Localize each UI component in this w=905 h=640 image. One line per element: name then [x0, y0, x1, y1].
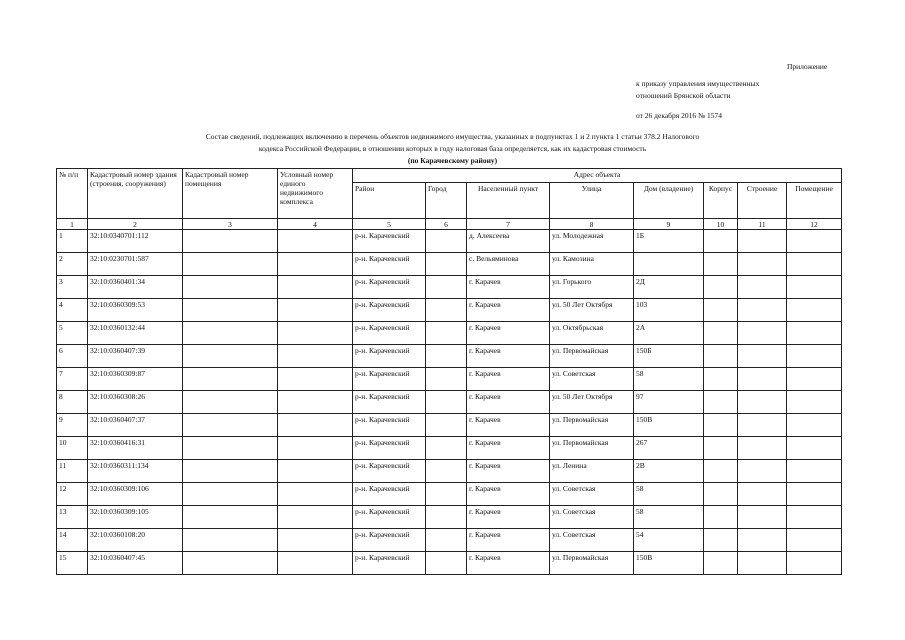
- cadastral-premises-cell: [183, 276, 278, 299]
- cadastral-building-cell: 32:10:0360309:53: [88, 299, 183, 322]
- column-number-cell: 1: [57, 219, 88, 230]
- column-number-cell: 2: [88, 219, 183, 230]
- street-cell: ул. Советская: [550, 483, 634, 506]
- row-number: 6: [57, 345, 88, 368]
- column-number-cell: 12: [787, 219, 842, 230]
- korpus-cell: [704, 253, 738, 276]
- locality-cell: г. Карачев: [467, 483, 550, 506]
- building-cell: [738, 414, 787, 437]
- col-header-street: Улица: [550, 183, 634, 219]
- conditional-number-cell: [278, 529, 353, 552]
- city-cell: [426, 345, 467, 368]
- house-cell: [634, 253, 704, 276]
- col-header-city: Город: [426, 183, 467, 219]
- conditional-number-cell: [278, 253, 353, 276]
- locality-cell: г. Карачев: [467, 552, 550, 575]
- table-row: [57, 230, 842, 253]
- conditional-number-cell: [278, 368, 353, 391]
- street-cell: ул. 50 Лет Октября: [550, 299, 634, 322]
- korpus-cell: [704, 414, 738, 437]
- house-cell: 150Б: [634, 345, 704, 368]
- district-cell: р-н. Карачевский: [353, 322, 426, 345]
- table-row: [57, 483, 842, 506]
- house-cell: 1Б: [634, 230, 704, 253]
- street-cell: ул. Первомайская: [550, 414, 634, 437]
- district-cell: р-н. Карачевский: [353, 529, 426, 552]
- building-cell: [738, 299, 787, 322]
- district-cell: р-н. Карачевский: [353, 230, 426, 253]
- row-number: 3: [57, 276, 88, 299]
- city-cell: [426, 437, 467, 460]
- cadastral-premises-cell: [183, 437, 278, 460]
- district-cell: р-н. Карачевский: [353, 368, 426, 391]
- room-cell: [787, 437, 842, 460]
- house-cell: 150В: [634, 414, 704, 437]
- street-cell: ул. Молодежная: [550, 230, 634, 253]
- korpus-cell: [704, 345, 738, 368]
- street-cell: ул. 50 Лет Октября: [550, 391, 634, 414]
- room-cell: [787, 276, 842, 299]
- street-cell: ул. Октябрьская: [550, 322, 634, 345]
- locality-cell: г. Карачев: [467, 506, 550, 529]
- korpus-cell: [704, 322, 738, 345]
- conditional-number-cell: [278, 322, 353, 345]
- building-cell: [738, 483, 787, 506]
- conditional-number-cell: [278, 506, 353, 529]
- col-header-conditional-number: Условный номер единого недвижимого комплекса: [278, 169, 353, 219]
- order-reference-line: к приказу управления имущественных: [636, 79, 760, 88]
- city-cell: [426, 230, 467, 253]
- col-header-address-group: Адрес объекта: [353, 169, 842, 183]
- locality-cell: г. Карачев: [467, 345, 550, 368]
- cadastral-premises-cell: [183, 368, 278, 391]
- locality-cell: г. Карачев: [467, 299, 550, 322]
- cadastral-building-cell: 32:10:0360309:105: [88, 506, 183, 529]
- district-cell: р-н. Карачевский: [353, 345, 426, 368]
- cadastral-building-cell: 32:10:0360401:34: [88, 276, 183, 299]
- korpus-cell: [704, 506, 738, 529]
- row-number: 1: [57, 230, 88, 253]
- appendix-label: Приложение: [787, 62, 828, 71]
- conditional-number-cell: [278, 230, 353, 253]
- table-row: [57, 506, 842, 529]
- room-cell: [787, 483, 842, 506]
- room-cell: [787, 299, 842, 322]
- house-cell: 2Д: [634, 276, 704, 299]
- column-number-cell: 11: [738, 219, 787, 230]
- korpus-cell: [704, 437, 738, 460]
- room-cell: [787, 322, 842, 345]
- cadastral-building-cell: 32:10:0360311:134: [88, 460, 183, 483]
- city-cell: [426, 276, 467, 299]
- district-cell: р-н. Карачевский: [353, 483, 426, 506]
- district-cell: р-н. Карачевский: [353, 253, 426, 276]
- col-header-cadastral-premises: Кадастровый номер помещения: [183, 169, 278, 219]
- col-header-room: Помещение: [787, 183, 842, 219]
- cadastral-premises-cell: [183, 391, 278, 414]
- building-cell: [738, 345, 787, 368]
- order-date-number: от 26 декабря 2016 № 1574: [636, 111, 722, 120]
- korpus-cell: [704, 460, 738, 483]
- row-number: 2: [57, 253, 88, 276]
- row-number: 4: [57, 299, 88, 322]
- row-number: 9: [57, 414, 88, 437]
- locality-cell: д. Алексеева: [467, 230, 550, 253]
- korpus-cell: [704, 483, 738, 506]
- row-number: 7: [57, 368, 88, 391]
- building-cell: [738, 391, 787, 414]
- column-number-cell: 3: [183, 219, 278, 230]
- building-cell: [738, 322, 787, 345]
- city-cell: [426, 253, 467, 276]
- house-cell: 267: [634, 437, 704, 460]
- conditional-number-cell: [278, 345, 353, 368]
- column-number-cell: 6: [426, 219, 467, 230]
- table-row: [57, 529, 842, 552]
- cadastral-building-cell: 32:10:0360108:20: [88, 529, 183, 552]
- room-cell: [787, 345, 842, 368]
- street-cell: ул. Советская: [550, 368, 634, 391]
- cadastral-building-cell: 32:10:0360132:44: [88, 322, 183, 345]
- city-cell: [426, 529, 467, 552]
- building-cell: [738, 368, 787, 391]
- korpus-cell: [704, 230, 738, 253]
- order-reference-line: отношений Брянской области: [636, 91, 731, 100]
- city-cell: [426, 414, 467, 437]
- room-cell: [787, 460, 842, 483]
- room-cell: [787, 552, 842, 575]
- locality-cell: г. Карачев: [467, 391, 550, 414]
- korpus-cell: [704, 368, 738, 391]
- row-number: 8: [57, 391, 88, 414]
- district-cell: р-н. Карачевский: [353, 299, 426, 322]
- building-cell: [738, 437, 787, 460]
- col-header-num: № п/п: [57, 169, 88, 219]
- conditional-number-cell: [278, 552, 353, 575]
- district-cell: р-н. Карачевский: [353, 276, 426, 299]
- korpus-cell: [704, 299, 738, 322]
- table-row: [57, 391, 842, 414]
- city-cell: [426, 391, 467, 414]
- house-cell: 97: [634, 391, 704, 414]
- korpus-cell: [704, 552, 738, 575]
- column-number-cell: 10: [704, 219, 738, 230]
- street-cell: ул. Горького: [550, 276, 634, 299]
- house-cell: 2В: [634, 460, 704, 483]
- locality-cell: г. Карачев: [467, 276, 550, 299]
- conditional-number-cell: [278, 437, 353, 460]
- property-register-table: [56, 168, 842, 575]
- district-cell: р-н. Карачевский: [353, 437, 426, 460]
- conditional-number-cell: [278, 276, 353, 299]
- col-header-locality: Населенный пункт: [467, 183, 550, 219]
- table-row: [57, 368, 842, 391]
- korpus-cell: [704, 276, 738, 299]
- row-number: 10: [57, 437, 88, 460]
- room-cell: [787, 506, 842, 529]
- district-cell: р-н. Карачевский: [353, 414, 426, 437]
- cadastral-premises-cell: [183, 460, 278, 483]
- col-header-district: Район: [353, 183, 426, 219]
- locality-cell: г. Карачев: [467, 460, 550, 483]
- locality-cell: г. Карачев: [467, 322, 550, 345]
- room-cell: [787, 368, 842, 391]
- table-row: [57, 276, 842, 299]
- cadastral-building-cell: 32:10:0360309:87: [88, 368, 183, 391]
- building-cell: [738, 552, 787, 575]
- street-cell: ул. Первомайская: [550, 437, 634, 460]
- room-cell: [787, 230, 842, 253]
- table-row: [57, 253, 842, 276]
- street-cell: ул. Камозина: [550, 253, 634, 276]
- house-cell: 103: [634, 299, 704, 322]
- district-cell: р-н. Карачевский: [353, 391, 426, 414]
- korpus-cell: [704, 391, 738, 414]
- building-cell: [738, 529, 787, 552]
- city-cell: [426, 299, 467, 322]
- column-number-row: [57, 219, 842, 230]
- cadastral-building-cell: 32:10:0360407:37: [88, 414, 183, 437]
- cadastral-premises-cell: [183, 529, 278, 552]
- conditional-number-cell: [278, 460, 353, 483]
- locality-cell: г. Карачев: [467, 529, 550, 552]
- cadastral-building-cell: 32:10:0360416:31: [88, 437, 183, 460]
- korpus-cell: [704, 529, 738, 552]
- cadastral-building-cell: 32:10:0360407:39: [88, 345, 183, 368]
- row-number: 12: [57, 483, 88, 506]
- cadastral-building-cell: 32:10:0360308:26: [88, 391, 183, 414]
- locality-cell: г. Карачев: [467, 437, 550, 460]
- cadastral-building-cell: 32:10:0340701:112: [88, 230, 183, 253]
- cadastral-premises-cell: [183, 230, 278, 253]
- cadastral-premises-cell: [183, 345, 278, 368]
- house-cell: 58: [634, 368, 704, 391]
- cadastral-premises-cell: [183, 414, 278, 437]
- col-header-house: Дом (владение): [634, 183, 704, 219]
- cadastral-premises-cell: [183, 299, 278, 322]
- col-header-korpus: Корпус: [704, 183, 738, 219]
- table-row: [57, 322, 842, 345]
- row-number: 15: [57, 552, 88, 575]
- cadastral-premises-cell: [183, 552, 278, 575]
- city-cell: [426, 460, 467, 483]
- col-header-building: Строение: [738, 183, 787, 219]
- cadastral-building-cell: 32:10:0360309:106: [88, 483, 183, 506]
- room-cell: [787, 253, 842, 276]
- table-row: [57, 345, 842, 368]
- room-cell: [787, 529, 842, 552]
- district-cell: р-н. Карачевский: [353, 460, 426, 483]
- street-cell: ул. Первомайская: [550, 345, 634, 368]
- locality-cell: г. Карачев: [467, 368, 550, 391]
- street-cell: ул. Ленина: [550, 460, 634, 483]
- table-row: [57, 437, 842, 460]
- row-number: 13: [57, 506, 88, 529]
- building-cell: [738, 253, 787, 276]
- row-number: 11: [57, 460, 88, 483]
- column-number-cell: 5: [353, 219, 426, 230]
- cadastral-premises-cell: [183, 506, 278, 529]
- conditional-number-cell: [278, 299, 353, 322]
- city-cell: [426, 322, 467, 345]
- building-cell: [738, 506, 787, 529]
- room-cell: [787, 391, 842, 414]
- cadastral-premises-cell: [183, 322, 278, 345]
- column-number-cell: 8: [550, 219, 634, 230]
- cadastral-premises-cell: [183, 483, 278, 506]
- table-row: [57, 460, 842, 483]
- street-cell: ул. Советская: [550, 506, 634, 529]
- house-cell: 2А: [634, 322, 704, 345]
- city-cell: [426, 552, 467, 575]
- room-cell: [787, 414, 842, 437]
- table-row: [57, 552, 842, 575]
- row-number: 5: [57, 322, 88, 345]
- building-cell: [738, 230, 787, 253]
- house-cell: 58: [634, 506, 704, 529]
- cadastral-building-cell: 32:10:0230701:587: [88, 253, 183, 276]
- locality-cell: с. Вельяминова: [467, 253, 550, 276]
- col-header-cadastral-building: Кадастровый номер здания (строения, сооружения): [88, 169, 183, 219]
- document-title: Состав сведений, подлежащих включению в перечень объектов недвижимого имущества, указанных в подпунктах 1 и 2 пункта 1 статьи 378.2 Налогового: [205, 132, 700, 141]
- city-cell: [426, 368, 467, 391]
- district-cell: р-н. Карачевский: [353, 552, 426, 575]
- row-number: 14: [57, 529, 88, 552]
- conditional-number-cell: [278, 483, 353, 506]
- street-cell: ул. Советская: [550, 529, 634, 552]
- column-number-cell: 4: [278, 219, 353, 230]
- column-number-cell: 9: [634, 219, 704, 230]
- house-cell: 58: [634, 483, 704, 506]
- district-subtitle: (по Карачевскому району): [407, 156, 498, 165]
- city-cell: [426, 506, 467, 529]
- locality-cell: г. Карачев: [467, 414, 550, 437]
- conditional-number-cell: [278, 414, 353, 437]
- city-cell: [426, 483, 467, 506]
- document-title-continued: кодекса Российской Федерации, в отношении которых в году налоговая база определяется, как их кадастровая стоимость: [258, 144, 647, 153]
- street-cell: ул. Первомайская: [550, 552, 634, 575]
- conditional-number-cell: [278, 391, 353, 414]
- district-cell: р-н. Карачевский: [353, 506, 426, 529]
- cadastral-building-cell: 32:10:0360407:45: [88, 552, 183, 575]
- house-cell: 150В: [634, 552, 704, 575]
- table-row: [57, 414, 842, 437]
- table-row: [57, 299, 842, 322]
- column-number-cell: 7: [467, 219, 550, 230]
- cadastral-premises-cell: [183, 253, 278, 276]
- building-cell: [738, 276, 787, 299]
- building-cell: [738, 460, 787, 483]
- house-cell: 54: [634, 529, 704, 552]
